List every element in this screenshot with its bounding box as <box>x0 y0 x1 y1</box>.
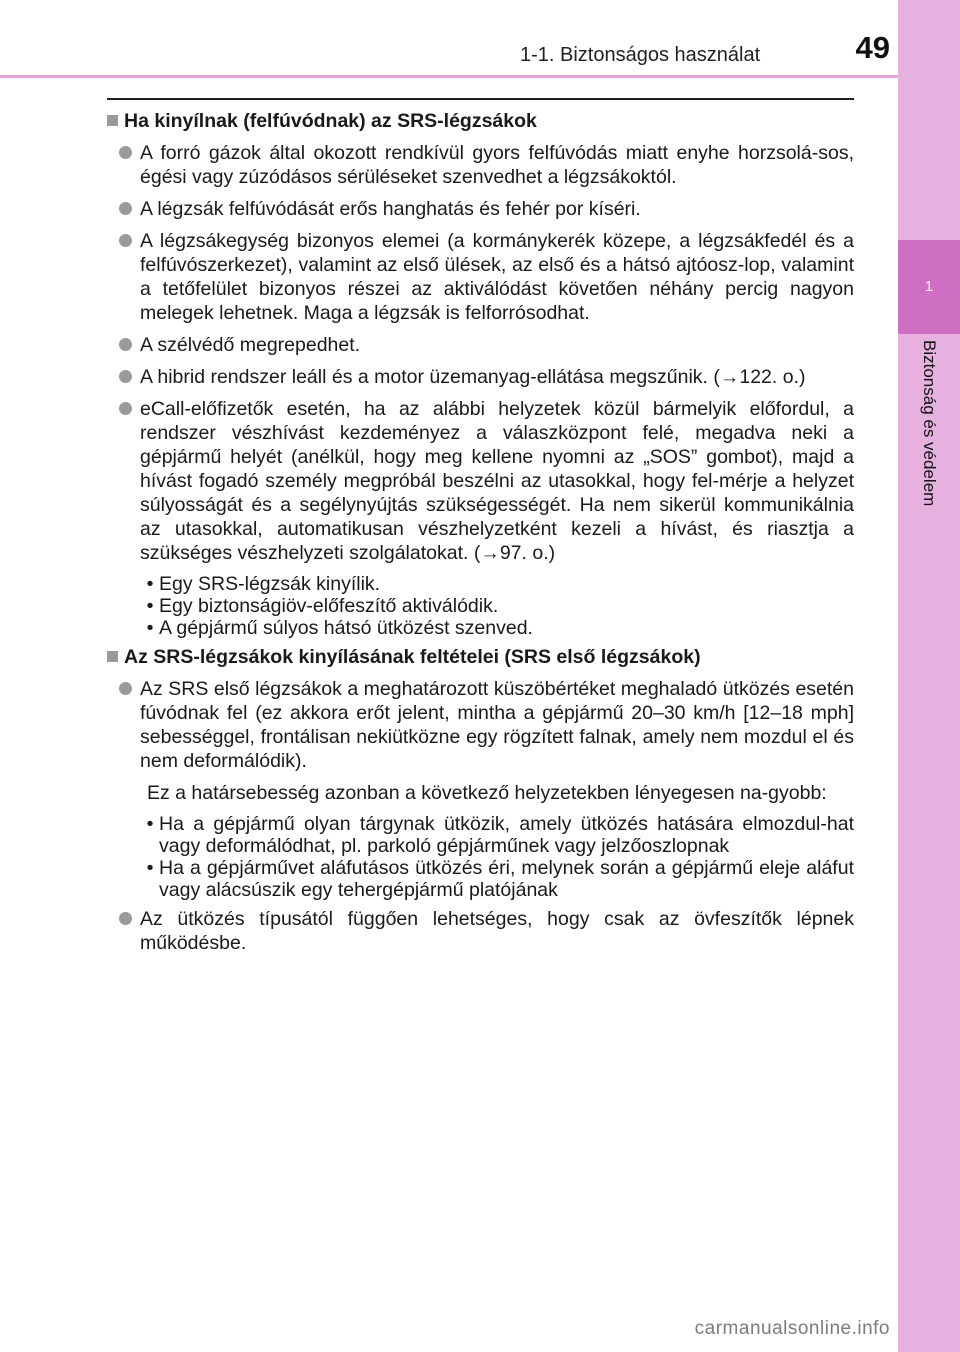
header-rule <box>0 75 898 78</box>
list-item-text: A légzsák felfúvódását erős hanghatás és fehér por kíséri. <box>140 198 641 220</box>
round-bullet-icon <box>119 202 132 215</box>
page-content <box>107 107 854 963</box>
list-item-text: A forró gázok által okozott rendkívül gyors felfúvódás miatt enyhe horzsolá-sos, égési vagy zúzódásos sérüléseket szenvedhet a légzsákoktól. <box>140 142 854 188</box>
list-item <box>107 333 854 357</box>
dot-bullet-icon: • <box>146 857 154 879</box>
list-item-text: A hibrid rendszer leáll és a motor üzemanyag-ellátása megszűnik. (→122. o.) <box>140 366 806 388</box>
sub-list-item-text: Ha a gépjármű olyan tárgynak ütközik, amely ütközés hatására elmozdul-hat vagy deformálódhat, pl. parkoló gépjárműnek vagy jelzőoszlopnak <box>159 813 854 857</box>
list-item <box>107 677 854 773</box>
list-item-text: eCall-előfizetők esetén, ha az alábbi helyzetek közül bármelyik előfordul, a rendszer vészhívást kezdeményez a válaszközpont felé, megadva neki a gépjármű helyét (anélkül, hogy meg kellene nyomni az „SOS” gombot), majd a hívást fogadó személy megpróbál beszélni az utasokkal, hogy fel-mérje a helyzet súlyosságát és a segélynyújtás szükségességét. Ha nem sikerül kommunikálnia az utasokkal, automatikusan vészhelyzetként kezeli a hívást, és riasztja a szükséges vészhelyzeti szolgálatokat. (→97. o.) <box>140 398 854 564</box>
list-item <box>107 397 854 565</box>
dot-bullet-icon: • <box>146 595 154 617</box>
round-bullet-icon <box>119 370 132 383</box>
dot-bullet-icon: • <box>146 573 154 595</box>
sub-list-item-text: Ha a gépjárművet aláfutásos ütközés éri, melynek során a gépjármű eleje aláfut vagy alácsúszik egy tehergépjármű platójának <box>159 857 854 901</box>
section-title-text: Ha kinyílnak (felfúvódnak) az SRS-légzsákok <box>124 110 537 132</box>
dot-bullet-icon: • <box>146 617 154 639</box>
sub-list-item-text: Egy SRS-légzsák kinyílik. <box>159 573 381 595</box>
sub-list-item <box>141 857 854 901</box>
square-bullet-icon <box>107 115 118 126</box>
sub-list-item-text: Egy biztonságiöv-előfeszítő aktiválódik. <box>159 595 499 617</box>
section-title-text: Az SRS-légzsákok kinyílásának feltételei (SRS első légzsákok) <box>124 646 701 668</box>
watermark: carmanualsonline.info <box>694 1318 890 1339</box>
list-item-text: Az SRS első légzsákok a meghatározott küszöbértéket meghaladó ütközés esetén fúvódnak fel (ez akkora erőt jelent, mintha a gépjármű 20–30 km/h [12–18 mph] sebességgel, frontálisan nekiütközne egy rögzített falnak, amely nem mozdul el és nem deformálódik). <box>140 678 854 772</box>
sub-list-item <box>141 573 854 595</box>
sub-list-item-text: A gépjármű súlyos hátsó ütközést szenved. <box>159 617 533 639</box>
section-title <box>107 645 854 669</box>
section-title <box>107 109 854 133</box>
page-number: 49 <box>855 30 890 65</box>
dot-bullet-icon: • <box>146 813 154 835</box>
list-item <box>107 907 854 955</box>
round-bullet-icon <box>119 402 132 415</box>
side-chapter-title <box>898 334 960 634</box>
list-item <box>107 197 854 221</box>
list-item <box>107 141 854 189</box>
side-chapter-title-text: Biztonság és védelem <box>920 340 939 507</box>
round-bullet-icon <box>119 338 132 351</box>
round-bullet-icon <box>119 234 132 247</box>
sub-list <box>141 573 854 639</box>
list-item-text: A légzsákegység bizonyos elemei (a kormánykerék közepe, a légzsákfedél és a felfúvószerkezet), valamint az első ülések, az első és a hátsó ajtóosz-lop, valamint a tetőfelület bizonyos részei az aktiválódást követően néhány percig nagyon melegek lehetnek. Maga a légzsák is felforrósodhat. <box>140 230 854 324</box>
side-tab-strip <box>898 0 960 1352</box>
square-bullet-icon <box>107 651 118 662</box>
sub-list-item <box>141 617 854 639</box>
side-chapter-number[interactable]: 1 <box>898 240 960 334</box>
list-item-text: A szélvédő megrepedhet. <box>140 334 361 356</box>
list-item <box>107 365 854 389</box>
round-bullet-icon <box>119 146 132 159</box>
paragraph: Ez a határsebesség azonban a következő helyzetekben lényegesen na-gyobb: <box>147 782 827 804</box>
sub-list-item <box>141 595 854 617</box>
round-bullet-icon <box>119 912 132 925</box>
page-header-title: 1-1. Biztonságos használat <box>520 44 761 66</box>
sub-list <box>141 813 854 901</box>
list-item <box>107 229 854 325</box>
content-top-rule <box>107 98 854 100</box>
list-item-text: Az ütközés típusától függően lehetséges, hogy csak az övfeszítők lépnek működésbe. <box>140 908 854 954</box>
sub-list-item <box>141 813 854 857</box>
round-bullet-icon <box>119 682 132 695</box>
